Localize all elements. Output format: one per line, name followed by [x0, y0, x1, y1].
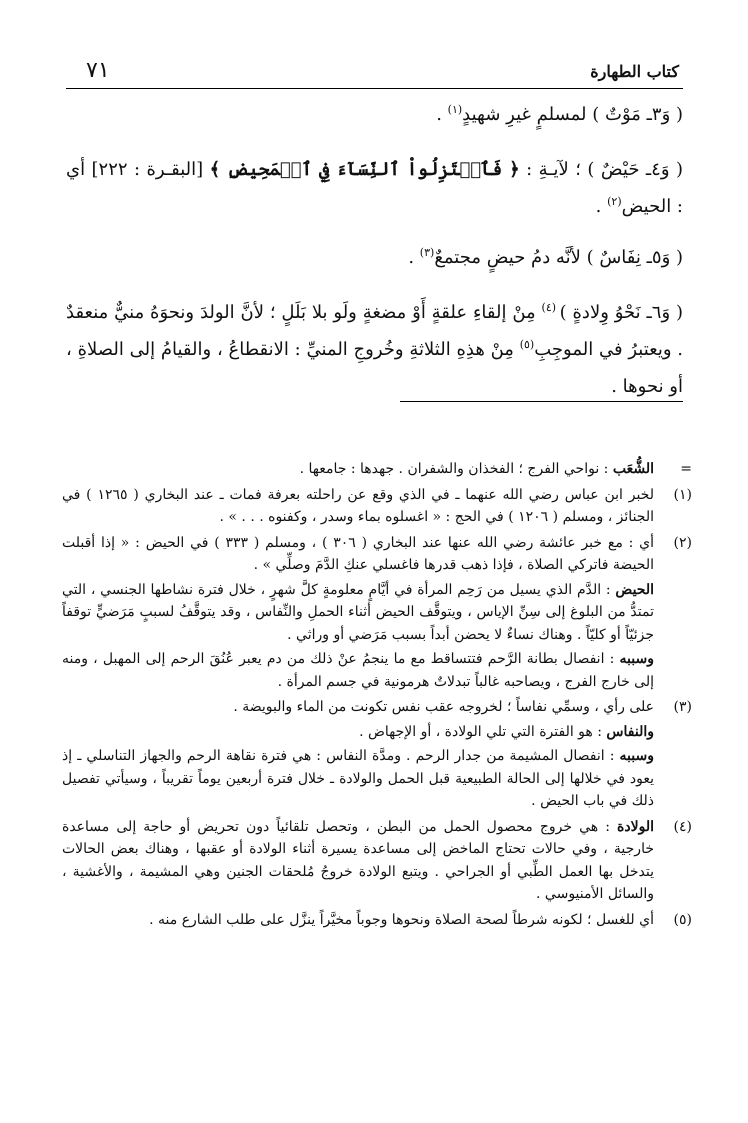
footnote-paragraph [62, 532, 654, 577]
paragraph-end: . [595, 196, 608, 217]
footnote-marker: (١) [673, 486, 692, 503]
paragraph-menstruation [66, 151, 683, 225]
paragraph-end: . [408, 247, 420, 268]
footnote-ref[interactable]: (٥) [519, 338, 535, 351]
paragraph-death [66, 96, 683, 133]
footnote-paragraph [62, 721, 654, 744]
paragraph-text: مِنْ إلقاءِ علقةٍ أَوْ مضغةٍ ولَو بلا بَلَلٍ ؛ لأنَّ الولدَ ونحوَهُ منيٌّ منعقدٌ . ويعتبرُ في الموجِبِ [66, 302, 684, 360]
term: وسببه [619, 748, 654, 764]
paragraph-childbirth [66, 294, 683, 405]
footnote-ref[interactable]: (٣) [419, 246, 435, 259]
footnote-text: أي : مع خبر عائشة رضي الله عنها عند البخاري ( ٣٠٦ ) ، ومسلم ( ٣٣٣ ) في الحيض : « إذا أقبلت الحيضة فاتركي الصلاة ، فإذا ذهب قدرها فاغسلي عنكِ الدَّمَ وصلِّي » . [62, 534, 654, 573]
term: والنفاس [606, 723, 654, 740]
footnote-text: : انفصال بطانة الرَّحم فتتساقط مع ما ينجمُ عنْ ذلك من دم يعبر عُنُقَ الرحم إلى المهبل ، ومنه إلى خارج الفرج ، ويصاحبه غالباً تبدلاتٌ هرمونية في جسم المرأة . [62, 651, 654, 690]
footnote-ref[interactable]: (٤) [541, 301, 560, 314]
footnote-body [62, 484, 654, 529]
term: الشُّعَب [612, 461, 654, 477]
term: الحيض [615, 581, 654, 598]
footnote-text: : نواحي الفرج ؛ الفخذان والشفران . جهدها : جامعها . [299, 461, 613, 477]
footnote-marker: (٤) [673, 818, 692, 835]
footnote-body [62, 532, 654, 694]
footnote-text: : هي خروج محصول الحمل من البطن ، وتحصل تلقائياً دون تحريض أو حاجة إلى مساعدة خارجية ، وفي حالات تحتاج الماخض إلى مساعدة يسيرة أثناء الولادة أو عقبها ، وهناك بعض الحالات يتدخل بها العمل الطِّبي أو الجراحي . ويتبع الولادة خروجُ مُلحقات الجنين وهي المشيمة ، والأغشية ، والسائل الأمنيوسي . [62, 818, 654, 902]
footnote-body [62, 909, 654, 932]
paragraph-text: مِنْ هذِهِ الثلاثةِ وخُروجِ المنيِّ : الانقطاعُ ، والقيامُ إلى الصلاةِ ، أو نحوها . [66, 339, 683, 397]
footnote-separator [400, 401, 683, 402]
paragraph-text: ( وَ٣ـ مَوْتٌ ) لمسلمٍ غيرِ شهيدٍ [462, 104, 683, 125]
quran-verse: ﴿ فَٱعۡتَزِلُواْ ٱلنِّسَآءَ فِي ٱلۡمَحِيضِ ﴾ [209, 159, 520, 180]
footnote-paragraph [62, 816, 654, 906]
footnote-continuation [62, 458, 692, 481]
footnote-paragraph [62, 909, 654, 932]
page-header [66, 52, 683, 89]
footnote-marker: (٣) [673, 699, 692, 715]
footnote-2 [62, 532, 692, 694]
footnote-paragraph [62, 458, 654, 481]
footnote-5 [62, 909, 692, 932]
paragraph-text: [البقـرة : ٢٢٢] أي : الحيض [66, 159, 683, 217]
footnote-text: لخبر ابن عباس رضي الله عنهما ـ في الذي وقع عن راحلته بعرفة فمات ـ عند البخاري ( ١٢٦٥ ) في الجنائز ، ومسلم ( ١٢٠٦ ) في الحج : « اغسلوه بماء وسدر ، وكفنوه . . . » . [62, 486, 654, 525]
footnotes [62, 458, 692, 931]
footnote-text: : انفصال المشيمة من جدار الرحم . ومدَّة النفاس : هي فترة نقاهة الرحم والجهاز التناسلي ـ إذ يعود في خلالها إلى الحالة الطبيعية قبل الحمل والولادة ـ خلال فترة أربعين يوماً تقريباً ، وسيأتي تفصيل ذلك في باب الحيض . [62, 748, 655, 809]
footnote-marker: (٥) [673, 911, 692, 928]
footnote-text: : هو الفترة التي تلي الولادة ، أو الإجهاض . [359, 723, 607, 740]
footnote-body [62, 696, 654, 813]
main-text [66, 96, 683, 405]
footnote-1 [62, 484, 692, 529]
footnote-ref[interactable]: (٢) [607, 195, 622, 208]
page-number: ٧١ [86, 58, 110, 83]
footnote-ref[interactable]: (١) [447, 103, 463, 116]
term: وسببه [619, 651, 654, 667]
paragraph-postpartum [66, 239, 683, 276]
paragraph-text: ( وَ٥ـ نِفَاسٌ ) لأنَّه دمُ حيضٍ مجتمعٌ [434, 247, 683, 268]
footnote-text: أي للغسل ؛ لكونه شرطاً لصحة الصلاة ونحوها وجوباً مخيَّراً ينزَّل على طلب الشارع منه . [149, 911, 654, 928]
footnote-4 [62, 816, 692, 906]
footnote-text: على رأي ، وسمِّي نفاساً ؛ لخروجه عقب نفس تكونت من الماء والبويضة . [233, 699, 654, 715]
paragraph-text: ( وَ٦ـ نَحْوُ وِلادةٍ ) [559, 302, 684, 323]
footnote-paragraph [62, 648, 654, 693]
term: الولادة [617, 818, 654, 835]
footnote-3 [62, 696, 692, 813]
footnote-paragraph [62, 696, 654, 719]
footnote-marker: (٢) [673, 534, 692, 551]
footnote-paragraph [62, 484, 654, 529]
footnote-marker: = [680, 461, 692, 477]
footnote-body [62, 458, 654, 481]
paragraph-end: . [436, 104, 448, 125]
paragraph-text: ( وَ٤ـ حَيْضٌ ) ؛ لآيـةِ : [519, 159, 683, 180]
footnote-body [62, 816, 654, 906]
footnote-paragraph [62, 579, 654, 647]
running-title: كتاب الطهارة [590, 62, 679, 81]
footnote-text: : الدَّم الذي يسيل من رَحِم المرأة في أيَّامٍ معلومةٍ كلَّ شهرٍ ، خلال فترة نشاطها الجنسي ، التي تمتدُّ من البلوغ إلى سِنِّ الإياس ، ويتوقَّف الحيض أثناء الحملِ والنِّفاس ، وقد يتوقَّفُ لسببٍ مَرَضيٍّ توقفاً جزئيّاً أو كليّاً . وهناك نساءٌ لا يحضن أبداً بسبب مَرَضي أو وراثي . [62, 581, 654, 643]
footnote-paragraph [62, 745, 654, 813]
